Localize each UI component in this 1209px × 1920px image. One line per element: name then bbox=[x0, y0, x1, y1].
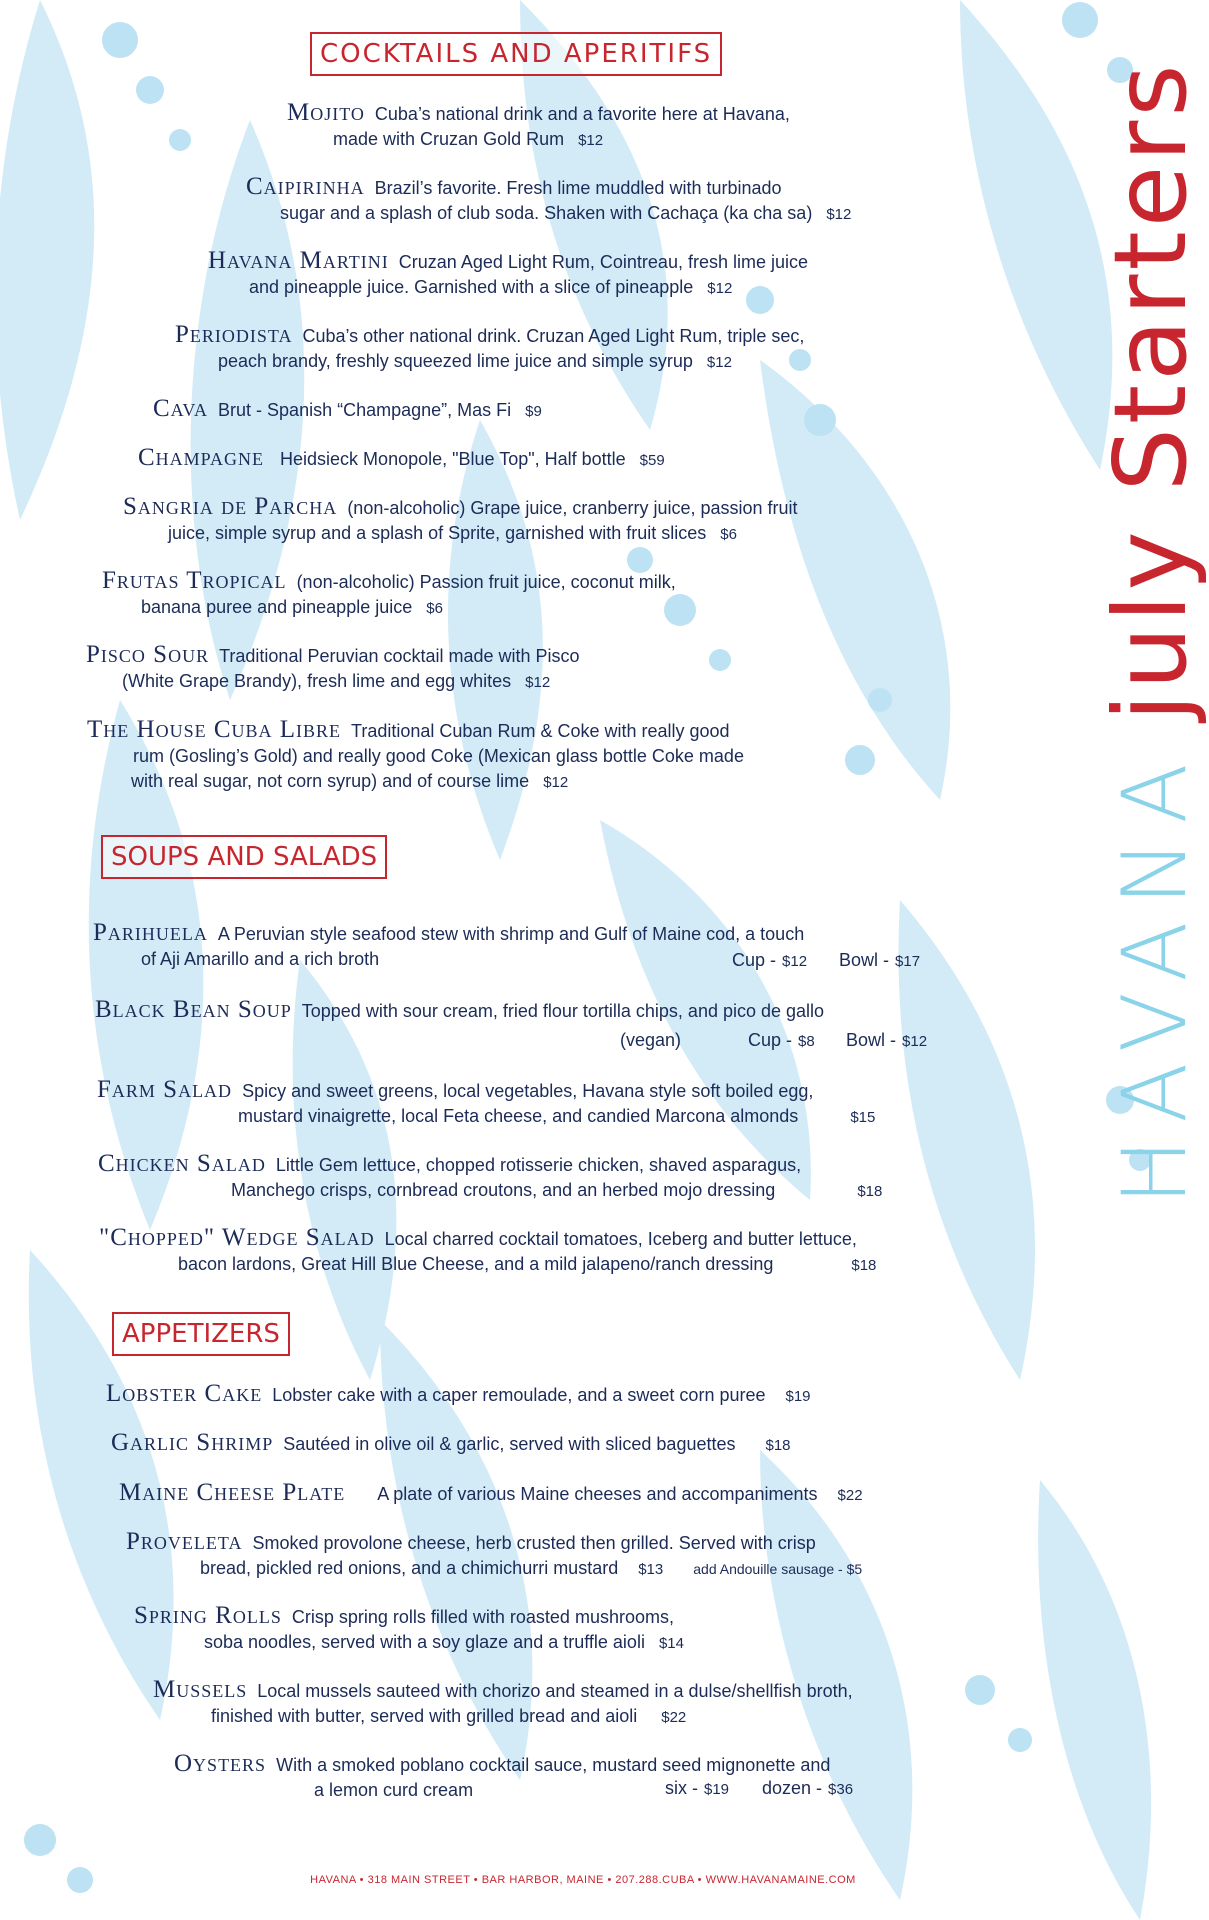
black-bean-soup-cup-price: Cup - $8 bbox=[748, 1030, 815, 1050]
footer-address: HAVANA • 318 MAIN STREET • BAR HARBOR, MAINE • 207.288.CUBA • WWW.HAVANAMAINE.COM bbox=[310, 1874, 856, 1886]
menu-item-chopped-wedge-salad bbox=[99, 1225, 876, 1278]
menu-item-sangria-de-parcha bbox=[123, 494, 798, 547]
item-name: Farm Salad bbox=[97, 1076, 233, 1103]
item-desc: Little Gem lettuce, chopped rotisserie chicken, shaved asparagus, bbox=[275, 1155, 802, 1175]
menu-item-champagne bbox=[138, 445, 665, 473]
section-title-soups-and-salads: SOUPS AND SALADS bbox=[101, 835, 387, 879]
item-price: $19 bbox=[785, 1388, 811, 1405]
item-price: $22 bbox=[837, 1487, 863, 1504]
item-name: Chicken Salad bbox=[98, 1150, 266, 1177]
menu-item-cava bbox=[153, 396, 542, 424]
item-price: $12 bbox=[706, 354, 732, 371]
item-name: Garlic Shrimp bbox=[111, 1429, 274, 1456]
menu-item-mussels bbox=[153, 1677, 853, 1730]
item-name: Sangria de Parcha bbox=[123, 493, 338, 520]
side-title-havana: HAVANA bbox=[1103, 747, 1206, 1205]
item-desc: A plate of various Maine cheeses and accompaniments bbox=[377, 1484, 818, 1504]
menu-item-maine-cheese-plate bbox=[119, 1480, 863, 1508]
item-price: $12 bbox=[826, 206, 852, 223]
item-price: $12 bbox=[543, 774, 569, 791]
side-title-july-starters: july Starters bbox=[1092, 60, 1209, 722]
item-name: Champagne bbox=[138, 444, 265, 471]
item-desc: Heidsieck Monopole, "Blue Top", Half bottle bbox=[280, 449, 626, 469]
menu-item-mojito bbox=[287, 100, 790, 153]
section-title-cocktails: COCKTAILS AND APERITIFS bbox=[310, 32, 722, 76]
item-desc: Cuba’s other national drink. Cruzan Aged Light Rum, triple sec, bbox=[302, 326, 805, 346]
menu-item-lobster-cake bbox=[106, 1381, 811, 1409]
item-desc: bacon lardons, Great Hill Blue Cheese, and a mild jalapeno/ranch dressing bbox=[178, 1254, 774, 1274]
parihuela-bowl-price: Bowl - $17 bbox=[839, 950, 921, 970]
item-desc: With a smoked poblano cocktail sauce, mustard seed mignonette and bbox=[276, 1755, 831, 1775]
item-name: Lobster Cake bbox=[106, 1380, 263, 1407]
menu-item-havana-martini bbox=[208, 248, 808, 301]
menu-item-black-bean-soup bbox=[95, 997, 824, 1024]
item-name: Pisco Sour bbox=[86, 641, 210, 668]
item-desc: banana puree and pineapple juice bbox=[141, 597, 413, 617]
item-desc: Sautéed in olive oil & garlic, served with sliced baguettes bbox=[283, 1434, 736, 1454]
item-price: $6 bbox=[426, 600, 443, 617]
item-price: $13 bbox=[638, 1561, 664, 1578]
item-desc: Brut - Spanish “Champagne”, Mas Fi bbox=[218, 400, 512, 420]
menu-item-garlic-shrimp bbox=[111, 1430, 791, 1458]
item-price: $9 bbox=[525, 403, 542, 420]
item-desc: mustard vinaigrette, local Feta cheese, and candied Marcona almonds bbox=[238, 1106, 799, 1126]
item-desc: Traditional Cuban Rum & Coke with really good bbox=[351, 721, 730, 741]
item-name: Caipirinha bbox=[246, 173, 365, 200]
item-desc: Traditional Peruvian cocktail made with Pisco bbox=[219, 646, 580, 666]
item-desc: (non-alcoholic) Grape juice, cranberry juice, passion fruit bbox=[347, 498, 798, 518]
item-desc: Local mussels sauteed with chorizo and steamed in a dulse/shellfish broth, bbox=[257, 1681, 853, 1701]
item-price: $59 bbox=[639, 452, 665, 469]
menu-item-house-cuba-libre bbox=[87, 717, 744, 795]
item-name: "Chopped" Wedge Salad bbox=[99, 1224, 375, 1251]
item-desc: A Peruvian style seafood stew with shrimp and Gulf of Maine cod, a touch bbox=[217, 924, 805, 944]
item-desc: with real sugar, not corn syrup) and of course lime bbox=[131, 771, 530, 791]
menu-item-oysters bbox=[174, 1751, 830, 1803]
item-name: Maine Cheese Plate bbox=[119, 1479, 346, 1506]
menu-item-farm-salad bbox=[97, 1077, 875, 1130]
item-name: The House Cuba Libre bbox=[87, 716, 342, 743]
black-bean-soup-bowl-price: Bowl - $12 bbox=[846, 1030, 928, 1050]
oysters-six-price: six - $19 bbox=[665, 1778, 730, 1798]
item-name: Cava bbox=[153, 395, 209, 422]
item-desc: Cruzan Aged Light Rum, Cointreau, fresh lime juice bbox=[398, 252, 808, 272]
item-desc: Smoked provolone cheese, herb crusted then grilled. Served with crisp bbox=[252, 1533, 816, 1553]
item-price: $12 bbox=[578, 132, 604, 149]
item-desc: juice, simple syrup and a splash of Sprite, garnished with fruit slices bbox=[168, 523, 707, 543]
item-desc: bread, pickled red onions, and a chimichurri mustard bbox=[200, 1558, 619, 1578]
menu-item-pisco-sour bbox=[86, 642, 580, 695]
item-desc: Topped with sour cream, fried flour tortilla chips, and pico de gallo bbox=[301, 1001, 825, 1021]
menu-item-proveleta bbox=[126, 1529, 862, 1582]
item-desc: and pineapple juice. Garnished with a slice of pineapple bbox=[249, 277, 694, 297]
item-desc: Local charred cocktail tomatoes, Iceberg and butter lettuce, bbox=[384, 1229, 857, 1249]
item-desc: of Aji Amarillo and a rich broth bbox=[141, 949, 380, 969]
item-desc: sugar and a splash of club soda. Shaken with Cachaça (ka cha sa) bbox=[280, 203, 813, 223]
menu-item-frutas-tropical bbox=[102, 568, 676, 621]
item-name: Parihuela bbox=[93, 919, 208, 946]
item-desc: a lemon curd cream bbox=[314, 1780, 474, 1800]
item-desc: (non-alcoholic) Passion fruit juice, coconut milk, bbox=[296, 572, 676, 592]
item-price: $18 bbox=[765, 1437, 791, 1454]
menu-item-parihuela bbox=[93, 920, 804, 972]
item-price: $22 bbox=[661, 1709, 687, 1726]
item-desc: soba noodles, served with a soy glaze and a truffle aioli bbox=[204, 1632, 645, 1652]
item-name: Mussels bbox=[153, 1676, 248, 1703]
item-desc: Spicy and sweet greens, local vegetables, Havana style soft boiled egg, bbox=[242, 1081, 814, 1101]
item-desc: made with Cruzan Gold Rum bbox=[333, 129, 565, 149]
item-price: $18 bbox=[857, 1183, 883, 1200]
oysters-dozen-price: dozen - $36 bbox=[762, 1778, 854, 1798]
item-desc: Cuba’s national drink and a favorite here at Havana, bbox=[374, 104, 790, 124]
item-name: Spring Rolls bbox=[134, 1602, 282, 1629]
item-desc: Brazil’s favorite. Fresh lime muddled with turbinado bbox=[374, 178, 782, 198]
item-name: Frutas Tropical bbox=[102, 567, 287, 594]
menu-item-caipirinha bbox=[246, 174, 851, 227]
item-price: $14 bbox=[658, 1635, 684, 1652]
item-desc: (White Grape Brandy), fresh lime and egg whites bbox=[122, 671, 512, 691]
item-price: $12 bbox=[707, 280, 733, 297]
item-name: Black Bean Soup bbox=[95, 996, 292, 1023]
section-title-appetizers: APPETIZERS bbox=[112, 1312, 290, 1356]
menu-item-chicken-salad bbox=[98, 1151, 882, 1204]
item-addon: add Andouille sausage - $5 bbox=[693, 1561, 863, 1577]
item-desc: finished with butter, served with grilled bread and aioli bbox=[211, 1706, 638, 1726]
menu-item-spring-rolls bbox=[134, 1603, 684, 1656]
item-price: $12 bbox=[525, 674, 551, 691]
black-bean-soup-note: (vegan) bbox=[620, 1030, 682, 1050]
item-name: Periodista bbox=[175, 321, 293, 348]
item-price: $15 bbox=[850, 1109, 876, 1126]
item-price: $6 bbox=[720, 526, 737, 543]
item-name: Havana Martini bbox=[208, 247, 389, 274]
item-price: $18 bbox=[851, 1257, 877, 1274]
item-name: Oysters bbox=[174, 1750, 267, 1777]
item-desc: peach brandy, freshly squeezed lime juice and simple syrup bbox=[218, 351, 693, 371]
parihuela-cup-price: Cup - $12 bbox=[732, 950, 808, 970]
item-desc: Lobster cake with a caper remoulade, and a sweet corn puree bbox=[272, 1385, 766, 1405]
item-desc: Crisp spring rolls filled with roasted mushrooms, bbox=[291, 1607, 674, 1627]
item-desc: rum (Gosling’s Gold) and really good Coke (Mexican glass bottle Coke made bbox=[133, 746, 744, 766]
item-name: Proveleta bbox=[126, 1528, 243, 1555]
menu-item-periodista bbox=[175, 322, 804, 375]
item-desc: Manchego crisps, cornbread croutons, and an herbed mojo dressing bbox=[231, 1180, 776, 1200]
item-name: Mojito bbox=[287, 99, 365, 126]
